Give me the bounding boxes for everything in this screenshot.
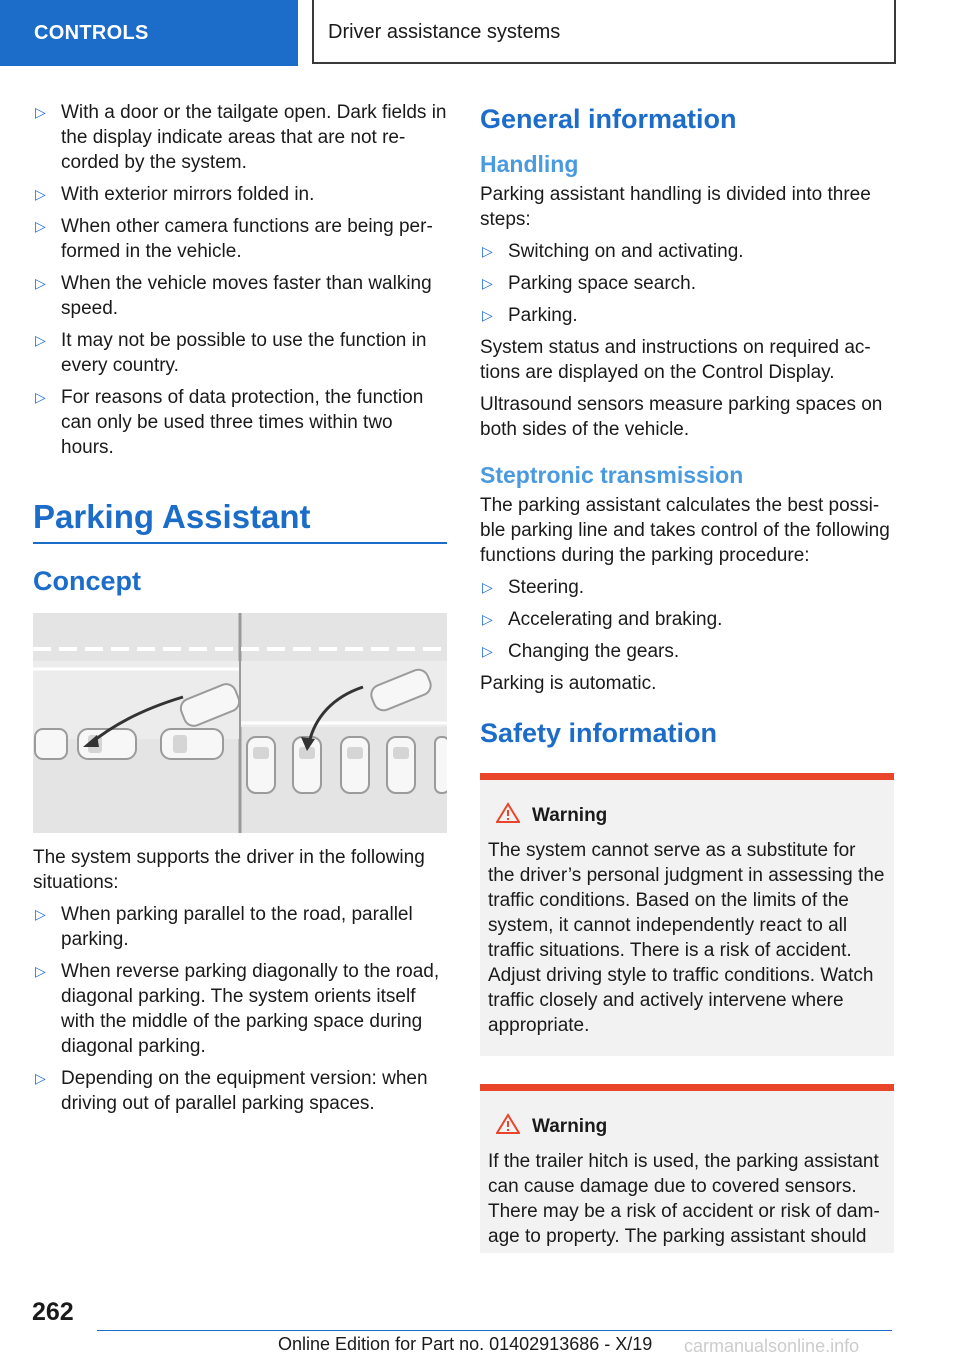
warning-triangle-icon [496, 1113, 520, 1141]
list-item: ▷ When the vehicle moves faster than walking speed. [35, 273, 432, 319]
bullet-triangle-icon: ▷ [35, 1070, 46, 1086]
bullet-triangle-icon: ▷ [35, 186, 46, 202]
bullet-triangle-icon: ▷ [482, 579, 493, 595]
warning-box [480, 773, 894, 1056]
concept-list [33, 902, 447, 1116]
ultrasound-paragraph: Ultrasound sensors measure parking spaces on both sides of the vehicle. [480, 394, 883, 440]
heading-handling: Handling [480, 151, 579, 177]
bullet-triangle-icon: ▷ [482, 643, 493, 659]
list-item: ▷ Depending on the equipment version: when driving out of parallel parking spaces. [35, 1068, 428, 1114]
automatic-paragraph: Parking is automatic. [480, 673, 657, 694]
parking-illustration [33, 613, 447, 833]
bullet-triangle-icon: ▷ [482, 611, 493, 627]
list-item: ▷ Parking space search. [482, 273, 696, 294]
heading-concept: Concept [33, 566, 141, 596]
handling-list [480, 239, 894, 328]
warning-title: Warning [488, 1113, 886, 1141]
bullet-triangle-icon: ▷ [35, 906, 46, 922]
section-heading-parking-assistant: Parking Assistant [33, 498, 447, 544]
page-header [0, 0, 960, 66]
bullet-triangle-icon: ▷ [35, 389, 46, 405]
list-item: ▷ It may not be possible to use the function in every country. [35, 330, 427, 376]
list-item: ▷ Steering. [482, 577, 585, 598]
bullet-triangle-icon: ▷ [35, 218, 46, 234]
warning-title: Warning [488, 802, 886, 830]
heading-safety-information: Safety information [480, 718, 718, 748]
list-item: ▷ When other camera functions are being performed in the vehicle. [35, 216, 433, 262]
list-item: ▷ For reasons of data protection, the function can only be used three times within two hours. [35, 387, 424, 458]
bullet-triangle-icon: ▷ [35, 332, 46, 348]
edition-note: Online Edition for Part no. 01402913686 - X/19 [278, 1334, 653, 1354]
parking-diagram [33, 613, 447, 833]
steptronic-paragraph: The parking assistant calculates the best possible parking line and takes control of the following functions during the parking procedure: [480, 495, 890, 566]
warning-triangle-icon [496, 802, 520, 830]
list-item: ▷ When reverse parking diagonally to the road, diagonal parking. The system orients itself with the middle of the parking space during diagonal parking. [35, 961, 440, 1057]
concept-intro: The system supports the driver in the following situations: [33, 847, 425, 893]
chapter-title: Driver assistance systems [312, 0, 896, 64]
list-item: ▷ Switching on and activating. [482, 241, 744, 262]
bullet-triangle-icon: ▷ [482, 275, 493, 291]
bullet-triangle-icon: ▷ [482, 307, 493, 323]
page-number: 262 [32, 1298, 74, 1326]
list-item: ▷ With exterior mirrors folded in. [35, 184, 315, 205]
list-item: ▷ With a door or the tailgate open. Dark fields in the display indicate areas that are not recorded by the system. [35, 102, 447, 173]
heading-general-information: General information [480, 104, 737, 134]
heading-steptronic: Steptronic transmission [480, 462, 744, 488]
list-item: ▷ Accelerating and braking. [482, 609, 723, 630]
warning-box [480, 1084, 894, 1253]
list-item: ▷ Changing the gears. [482, 641, 680, 662]
warning-text: If the trailer hitch is used, the parking assistant can cause damage due to covered sensors. There may be a risk of accident or risk of damage to property. The parking assistant should [488, 1151, 880, 1247]
section-tab: CONTROLS [0, 0, 298, 66]
left-column [33, 100, 447, 1123]
watermark: carmanualsonline.info [684, 1336, 860, 1356]
right-column [480, 100, 894, 1253]
steptronic-list [480, 575, 894, 664]
bullet-triangle-icon: ▷ [35, 104, 46, 120]
status-paragraph: System status and instructions on required actions are displayed on the Control Display. [480, 337, 871, 383]
bullet-triangle-icon: ▷ [35, 275, 46, 291]
list-item: ▷ Parking. [482, 305, 578, 326]
bullet-triangle-icon: ▷ [35, 963, 46, 979]
bullet-triangle-icon: ▷ [482, 243, 493, 259]
list-item: ▷ When parking parallel to the road, parallel parking. [35, 904, 413, 950]
limitations-list [33, 100, 447, 460]
handling-intro: Parking assistant handling is divided into three steps: [480, 184, 871, 230]
footer-divider [97, 1330, 892, 1331]
warning-text: The system cannot serve as a substitute for the driver’s personal judgment in assessing the traffic conditions. Based on the limits of the system, it cannot independently react to all traffic situations. There is a risk of accident. Adjust driving style to traffic conditions. Watch traffic closely and actively intervene where appropriate. [488, 840, 885, 1036]
